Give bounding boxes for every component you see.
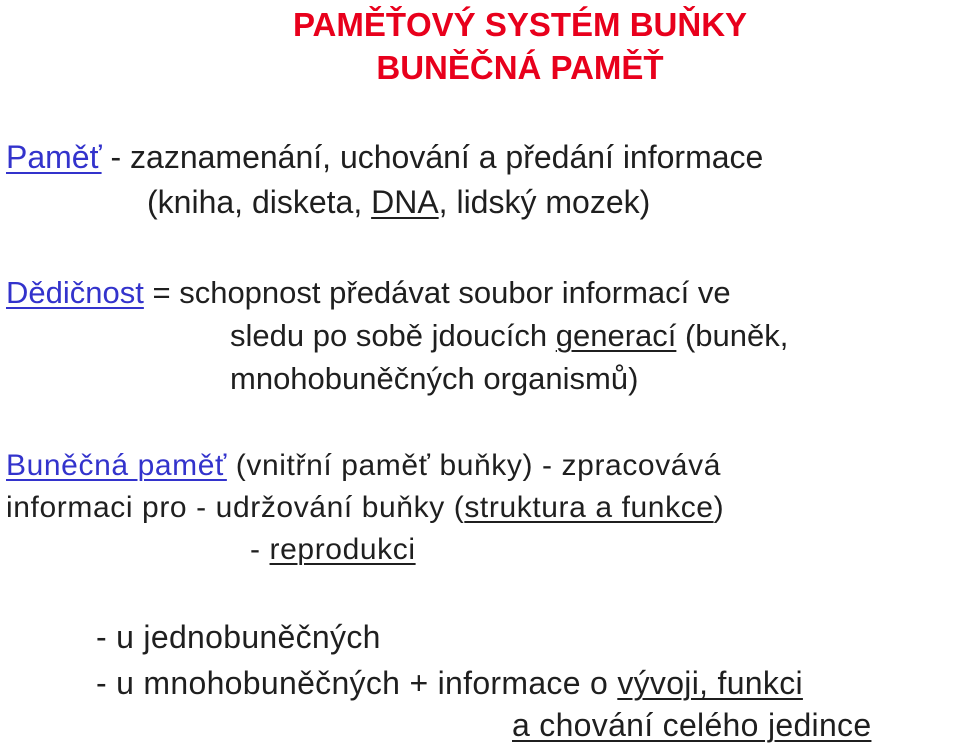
bunecna-pamet-line-2: [6, 493, 724, 523]
dna-link: DNA: [371, 184, 439, 220]
term-dedicnost: Dědičnost: [6, 275, 144, 310]
bunecna-pamet-line-3-prefix: -: [250, 533, 270, 566]
types-line-2-prefix: - u mnohobuněčných + informace o: [96, 665, 618, 701]
reprodukci-link: reprodukci: [269, 533, 416, 566]
title-line-1: PAMĚŤOVÝ SYSTÉM BUŇKY: [292, 6, 748, 43]
pamet-examples: [147, 186, 650, 218]
dedicnost-line-1: = schopnost předávat soubor informací ve: [152, 275, 731, 310]
bunecna-pamet-line-2-suffix: ): [713, 491, 725, 524]
struktura-a-funkce-link: struktura a funkce: [464, 491, 714, 524]
title-line-2: BUNĚČNÁ PAMĚŤ: [376, 49, 664, 86]
pamet-examples-prefix: (kniha, disketa,: [147, 184, 372, 220]
term-bunecna-pamet: Buněčná paměť: [6, 449, 227, 482]
pamet-examples-suffix: , lidský mozek): [438, 184, 651, 220]
dedicnost-line-2-suffix: (buněk,: [676, 318, 789, 353]
generaci-link: generací: [555, 318, 677, 353]
dedicnost-line-2: [230, 320, 788, 351]
chovani-celeho-jedince-link: a chování celého jedince: [512, 707, 872, 743]
dedicnost-line-3: mnohobuněčných organismů): [230, 361, 639, 396]
bunecna-pamet-line-3: [250, 535, 416, 565]
bunecna-pamet-line-1-rest: (vnitřní paměť buňky) - zpracovává: [226, 449, 721, 482]
bunecna-pamet-line-1: [6, 451, 721, 481]
types-line-3: [512, 709, 871, 741]
types-line-1: - u jednobuněčných: [96, 619, 381, 655]
dedicnost-line-2-prefix: sledu po sobě jdoucích: [230, 318, 556, 353]
pamet-definition: [6, 141, 763, 173]
pamet-definition-text: - zaznamenání, uchování a předání informace: [110, 139, 764, 175]
term-pamet: Paměť: [6, 139, 102, 175]
types-line-2: [96, 667, 803, 699]
bunecna-pamet-line-2-prefix: informaci pro - udržování buňky (: [6, 491, 465, 524]
vyvoji-funkci-link: vývoji, funkci: [617, 665, 803, 701]
dedicnost-definition: [6, 277, 731, 308]
